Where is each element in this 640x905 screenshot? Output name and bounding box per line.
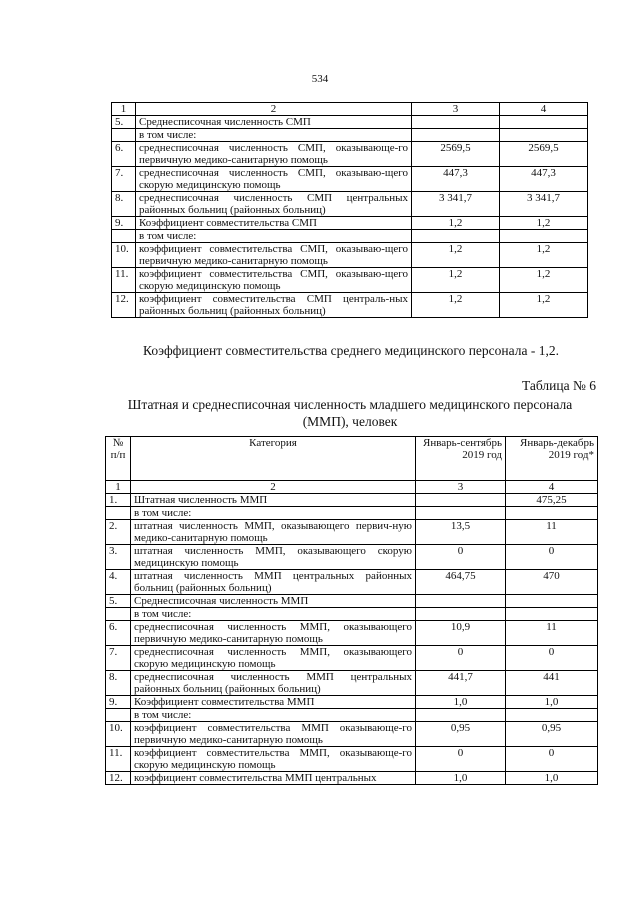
table-row	[106, 520, 598, 545]
row-label: коэффициент совместительства СМП, оказываю-щего первичную медико-санитарную помощь	[136, 243, 412, 268]
value-2019-sep: 1,0	[416, 772, 506, 785]
value-2019-sep: 13,5	[416, 520, 506, 545]
row-label: в том числе:	[131, 507, 416, 520]
value-2019-dec: 3 341,7	[500, 192, 588, 217]
table-row	[106, 709, 598, 722]
row-number: 7.	[112, 167, 136, 192]
value-2019-sep: 0	[416, 545, 506, 570]
value-2019-sep: 1,2	[412, 217, 500, 230]
value-2019-sep: 0	[416, 646, 506, 671]
row-label: Среднесписочная численность ММП	[131, 595, 416, 608]
value-2019-dec	[500, 116, 588, 129]
table-row	[106, 621, 598, 646]
value-2019-dec: 441	[506, 671, 598, 696]
row-number	[106, 608, 131, 621]
value-2019-dec: 1,2	[500, 268, 588, 293]
value-2019-sep: 3 341,7	[412, 192, 500, 217]
table-row	[106, 545, 598, 570]
value-2019-dec: 1,2	[500, 217, 588, 230]
value-2019-dec: 447,3	[500, 167, 588, 192]
row-label: среднесписочная численность СМП, оказывающе-го первичную медико-санитарную помощь	[136, 142, 412, 167]
row-label: коэффициент совместительства ММП оказывающе-го первичную медико-санитарную помощь	[131, 722, 416, 747]
head-jan-dec: Январь-декабрь 2019 год*	[506, 437, 598, 481]
row-number: 11.	[106, 747, 131, 772]
row-number: 2.	[106, 520, 131, 545]
column-number: 2	[136, 103, 412, 116]
row-label: среднесписочная численность СМП, оказываю-щего скорую медицинскую помощь	[136, 167, 412, 192]
value-2019-sep: 447,3	[412, 167, 500, 192]
value-2019-dec: 1,0	[506, 696, 598, 709]
row-number: 11.	[112, 268, 136, 293]
table-row	[106, 570, 598, 595]
row-label: среднесписочная численность ММП центральных районных больниц (районных больниц)	[131, 671, 416, 696]
row-number: 3.	[106, 545, 131, 570]
table-row	[112, 268, 588, 293]
row-number: 10.	[112, 243, 136, 268]
row-label: штатная численность ММП центральных районных больниц (районных больниц)	[131, 570, 416, 595]
table-label: Таблица № 6	[522, 378, 596, 393]
value-2019-sep: 1,0	[416, 696, 506, 709]
row-number: 4.	[106, 570, 131, 595]
row-number: 8.	[106, 671, 131, 696]
row-number	[112, 129, 136, 142]
column-number: 4	[500, 103, 588, 116]
value-2019-sep	[416, 507, 506, 520]
value-2019-dec: 11	[506, 520, 598, 545]
table-row	[106, 507, 598, 520]
table-row	[112, 142, 588, 167]
table-row	[106, 595, 598, 608]
row-label: Коэффициент совместительства СМП	[136, 217, 412, 230]
coefficient-note: Коэффициент совместительства среднего медицинского персонала - 1,2.	[143, 343, 559, 358]
row-label: Штатная численность ММП	[131, 494, 416, 507]
value-2019-sep	[416, 709, 506, 722]
value-2019-sep	[412, 129, 500, 142]
table-row	[106, 747, 598, 772]
column-number: 1	[106, 481, 131, 494]
staff-table-mmp	[105, 436, 598, 785]
column-number: 3	[412, 103, 500, 116]
table-row	[106, 608, 598, 621]
value-2019-sep: 441,7	[416, 671, 506, 696]
value-2019-sep	[416, 494, 506, 507]
head-jan-sep: Январь-сентябрь 2019 год	[416, 437, 506, 481]
head-number: № п/п	[106, 437, 131, 481]
column-number: 1	[112, 103, 136, 116]
table-row	[112, 167, 588, 192]
table-row	[112, 129, 588, 142]
value-2019-sep: 1,2	[412, 293, 500, 318]
row-label: в том числе:	[136, 129, 412, 142]
value-2019-dec	[506, 608, 598, 621]
row-label: штатная численность ММП, оказывающего скорую медицинскую помощь	[131, 545, 416, 570]
value-2019-dec	[506, 507, 598, 520]
table-row	[106, 646, 598, 671]
row-label: коэффициент совместительства СМП централь-ных районных больниц (районных больниц)	[136, 293, 412, 318]
row-label: коэффициент совместительства ММП центральных	[131, 772, 416, 785]
value-2019-sep: 464,75	[416, 570, 506, 595]
value-2019-sep	[416, 608, 506, 621]
table-row	[112, 230, 588, 243]
row-number: 5.	[106, 595, 131, 608]
value-2019-dec: 475,25	[506, 494, 598, 507]
row-number: 5.	[112, 116, 136, 129]
value-2019-sep: 1,2	[412, 243, 500, 268]
row-label: среднесписочная численность ММП, оказывающего скорую медицинскую помощь	[131, 646, 416, 671]
row-label: в том числе:	[136, 230, 412, 243]
value-2019-dec	[506, 595, 598, 608]
value-2019-sep: 1,2	[412, 268, 500, 293]
row-label: Среднесписочная численность СМП	[136, 116, 412, 129]
column-number: 2	[131, 481, 416, 494]
value-2019-dec: 2569,5	[500, 142, 588, 167]
value-2019-dec: 0	[506, 545, 598, 570]
table-row	[106, 696, 598, 709]
staff-table-smp	[111, 102, 588, 318]
value-2019-dec: 0	[506, 747, 598, 772]
row-number: 7.	[106, 646, 131, 671]
table-row	[106, 671, 598, 696]
row-label: в том числе:	[131, 608, 416, 621]
row-number	[106, 709, 131, 722]
row-label: в том числе:	[131, 709, 416, 722]
column-number: 4	[506, 481, 598, 494]
value-2019-sep	[412, 230, 500, 243]
column-number-row	[112, 103, 588, 116]
table-row	[106, 722, 598, 747]
value-2019-sep: 2569,5	[412, 142, 500, 167]
row-number: 12.	[112, 293, 136, 318]
value-2019-dec	[506, 709, 598, 722]
value-2019-dec: 0	[506, 646, 598, 671]
value-2019-dec	[500, 230, 588, 243]
row-number: 9.	[112, 217, 136, 230]
value-2019-dec: 1,0	[506, 772, 598, 785]
row-number: 12.	[106, 772, 131, 785]
row-number	[112, 230, 136, 243]
row-number: 10.	[106, 722, 131, 747]
head-category: Категория	[131, 437, 416, 481]
row-label: Коэффициент совместительства ММП	[131, 696, 416, 709]
value-2019-dec	[500, 129, 588, 142]
table-row	[112, 293, 588, 318]
value-2019-sep: 0	[416, 747, 506, 772]
row-number: 8.	[112, 192, 136, 217]
row-label: штатная численность ММП, оказывающего первич-ную медико-санитарную помощь	[131, 520, 416, 545]
table-row	[106, 772, 598, 785]
row-number	[106, 507, 131, 520]
value-2019-dec: 1,2	[500, 243, 588, 268]
row-number: 6.	[112, 142, 136, 167]
table-row	[106, 494, 598, 507]
row-number: 9.	[106, 696, 131, 709]
column-number-row	[106, 481, 598, 494]
table-row	[112, 192, 588, 217]
row-label: коэффициент совместительства СМП, оказываю-щего скорую медицинскую помощь	[136, 268, 412, 293]
value-2019-dec: 1,2	[500, 293, 588, 318]
value-2019-sep: 10,9	[416, 621, 506, 646]
value-2019-sep: 0,95	[416, 722, 506, 747]
value-2019-dec: 0,95	[506, 722, 598, 747]
table-row	[112, 243, 588, 268]
table-caption: Штатная и среднесписочная численность младшего медицинского персонала (ММП), человек	[127, 397, 573, 429]
row-number: 1.	[106, 494, 131, 507]
row-label: среднесписочная численность СМП центральных районных больниц (районных больниц)	[136, 192, 412, 217]
page-number: 534	[311, 73, 329, 85]
value-2019-sep	[412, 116, 500, 129]
table-head-row	[106, 437, 598, 481]
row-label: коэффициент совместительства ММП, оказывающе-го скорую медицинскую помощь	[131, 747, 416, 772]
value-2019-dec: 470	[506, 570, 598, 595]
row-number: 6.	[106, 621, 131, 646]
row-label: среднесписочная численность ММП, оказывающего первичную медико-санитарную помощь	[131, 621, 416, 646]
value-2019-dec: 11	[506, 621, 598, 646]
table-row	[112, 217, 588, 230]
column-number: 3	[416, 481, 506, 494]
value-2019-sep	[416, 595, 506, 608]
table-row	[112, 116, 588, 129]
